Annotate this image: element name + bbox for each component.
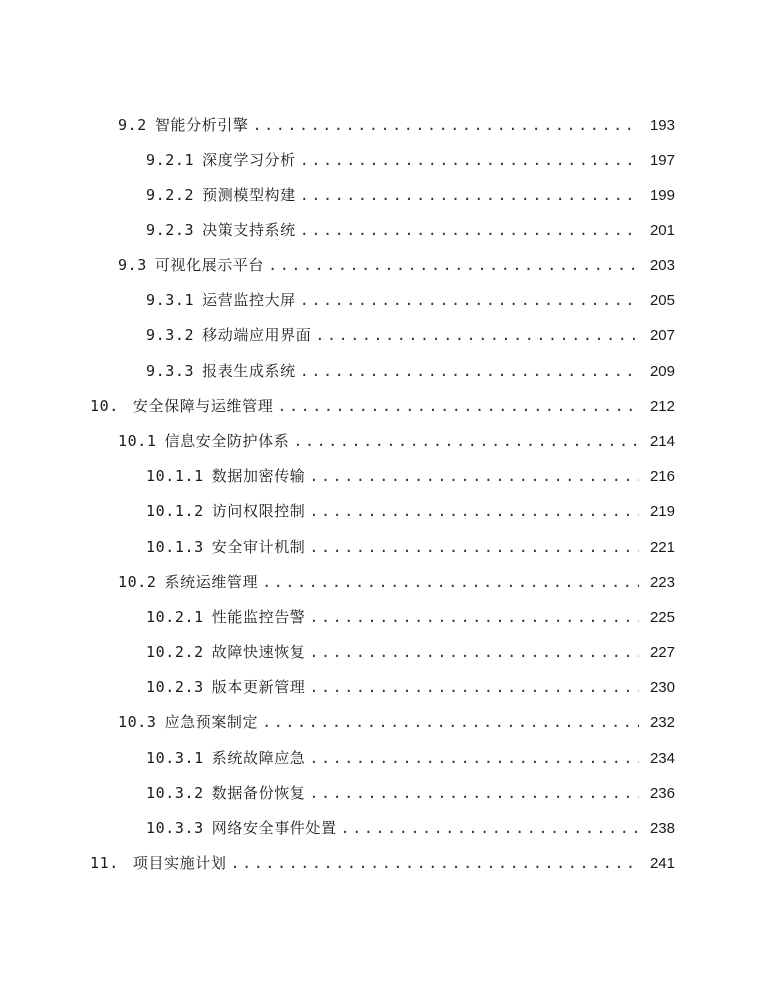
dot-leader [309,639,639,665]
section-title: 性能监控告警 [211,608,306,626]
toc-entry[interactable] [118,709,675,735]
section-number: 9.2.1 [146,151,195,169]
page-number: 197 [649,152,675,169]
section-number: 10.3.1 [146,749,204,767]
section-title: 可视化展示平台 [154,256,265,274]
toc-entry[interactable] [90,393,675,419]
section-number: 10.2 [118,573,157,591]
page-number: 201 [649,222,675,239]
page-number: 234 [649,750,675,767]
toc-entry[interactable] [118,569,675,595]
section-number: 9.3.3 [146,362,195,380]
section-number: 10.2.1 [146,608,204,626]
toc-entry[interactable] [118,428,675,454]
dot-leader [262,569,639,595]
page-number: 227 [649,644,675,661]
section-title: 版本更新管理 [211,678,306,696]
dot-leader [341,815,639,841]
section-number: 9.2.3 [146,221,195,239]
dot-leader [268,252,639,278]
section-title: 访问权限控制 [211,502,306,520]
section-title: 预测模型构建 [202,186,296,204]
dot-leader [309,780,639,806]
section-title: 运营监控大屏 [202,291,296,309]
dot-leader [262,709,639,735]
section-number: 9.2.2 [146,186,195,204]
toc-entry[interactable] [146,217,675,243]
section-title: 报表生成系统 [202,362,296,380]
page-number: 199 [649,187,675,204]
section-title: 安全保障与运维管理 [132,397,274,415]
section-number: 10.2.3 [146,678,204,696]
page-number: 209 [649,363,675,380]
page-number: 236 [649,785,675,802]
toc-entry[interactable] [118,252,675,278]
dot-leader [315,322,639,348]
section-number: 10.1.2 [146,502,204,520]
section-number: 10.2.2 [146,643,204,661]
page-number: 203 [649,257,675,274]
toc-entry[interactable] [146,780,675,806]
page-number: 207 [649,327,675,344]
page-number: 212 [649,398,675,415]
section-number: 10.3.3 [146,819,204,837]
toc-entry[interactable] [146,745,675,771]
page-number: 214 [649,433,675,450]
toc-entry[interactable] [118,112,675,138]
dot-leader [300,182,639,208]
section-number: 10.1.3 [146,538,204,556]
page-number: 223 [649,574,675,591]
page-number: 221 [649,539,675,556]
dot-leader [309,745,639,771]
page-number: 225 [649,609,675,626]
toc-entry[interactable] [146,604,675,630]
dot-leader [231,850,639,876]
dot-leader [300,147,639,173]
toc-entry[interactable] [146,358,675,384]
section-title: 系统故障应急 [211,749,306,767]
page-number: 230 [649,679,675,696]
section-title: 信息安全防护体系 [164,432,290,450]
toc-entry[interactable] [146,674,675,700]
section-number: 9.3.2 [146,326,195,344]
section-title: 网络安全事件处置 [211,819,337,837]
section-number: 10.3 [118,713,157,731]
section-number: 9.2 [118,116,147,134]
section-title: 故障快速恢复 [211,643,306,661]
section-number: 10.1 [118,432,157,450]
toc-entry[interactable] [90,850,675,876]
section-title: 应急预案制定 [164,713,259,731]
page-number: 241 [649,855,675,872]
toc-entry[interactable] [146,147,675,173]
section-title: 项目实施计划 [132,854,227,872]
dot-leader [300,217,639,243]
section-title: 深度学习分析 [202,151,296,169]
page-number: 216 [649,468,675,485]
section-number: 10.1.1 [146,467,204,485]
dot-leader [309,674,639,700]
dot-leader [253,112,639,138]
dot-leader [300,287,639,313]
toc-entry[interactable] [146,182,675,208]
dot-leader [293,428,639,454]
section-number: 9.3.1 [146,291,195,309]
page-number: 205 [649,292,675,309]
section-title: 智能分析引擎 [154,116,249,134]
section-title: 数据加密传输 [211,467,306,485]
section-title: 系统运维管理 [164,573,259,591]
dot-leader [309,534,639,560]
section-number: 9.3 [118,256,147,274]
dot-leader [309,463,639,489]
page-number: 219 [649,503,675,520]
section-title: 决策支持系统 [202,221,296,239]
page-number: 193 [649,117,675,134]
section-title: 数据备份恢复 [211,784,306,802]
section-title: 安全审计机制 [211,538,306,556]
page-number: 238 [649,820,675,837]
toc-entry[interactable] [146,322,675,348]
toc-entry[interactable] [146,639,675,665]
page-number: 232 [649,714,675,731]
dot-leader [300,358,639,384]
section-number: 11. [90,854,119,872]
section-title: 移动端应用界面 [202,326,312,344]
toc-entry[interactable] [146,534,675,560]
toc-entry[interactable] [146,815,675,841]
section-number: 10. [90,397,119,415]
dot-leader [309,498,639,524]
toc-entry[interactable] [146,463,675,489]
toc-entry[interactable] [146,287,675,313]
dot-leader [277,393,639,419]
section-number: 10.3.2 [146,784,204,802]
dot-leader [309,604,639,630]
toc-entry[interactable] [146,498,675,524]
